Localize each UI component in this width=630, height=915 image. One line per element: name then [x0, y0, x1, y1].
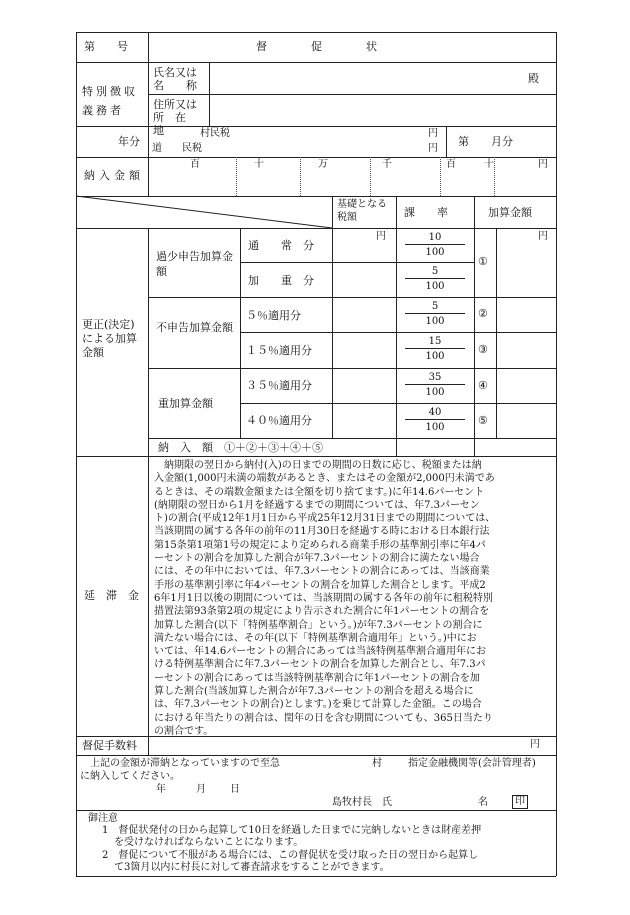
digit-unit: 百 [190, 159, 200, 170]
circled-mark: ④ [478, 379, 488, 392]
rate-fraction: $\frac{40}{100}$ [405, 407, 465, 433]
form-title: 督 促 状 [256, 40, 377, 53]
caution-title: 御注意 [88, 813, 118, 824]
caution-item: を受けなければならないことになります。 [114, 837, 304, 848]
rate-fraction: $\frac{10}{100}$ [405, 232, 465, 258]
heavy-addition-label: 重加算金額 [158, 397, 213, 410]
notice-month: 月 [196, 784, 206, 795]
delinquency-text-line: ーセントの割合を加算した割合が年7.3パーセントの割合に満たない場合 [154, 553, 480, 565]
notice-agency: 指定金融機関等(会計管理者) [408, 758, 536, 769]
notice-line2: に納入してください。 [80, 771, 180, 782]
delinquency-text-line: の割合です。 [154, 725, 214, 737]
non-filing-label: 不申告加算金額 [156, 321, 233, 334]
seal-mark: 印 [512, 795, 528, 809]
penalty-section-label: 更正(決定)による加算金額 [82, 318, 137, 359]
delinquency-text-line: 6年1月1日以後の期間については、当該期間の属する各年の前年に租税特別 [154, 592, 493, 604]
delinquency-text-line: は、年7.3パーセントの割合)とします。)を乗じて計算した金額。この場合 [154, 699, 482, 711]
delinquency-text-line: 入金額(1,000円未満の端数があるとき、またはその金額が2,000円未満であ [154, 473, 495, 485]
digit-unit: 円 [538, 159, 548, 170]
delinquency-text-line: における年当たりの割合は、閏年の日を含む期間についても、365日当たり [154, 712, 493, 724]
digit-unit: 十 [484, 159, 494, 170]
rate-fraction: $\frac{15}{100}$ [405, 336, 465, 362]
caution-item: 1 督促状発付の日から起算して10日を経過した日までに完納しないときは財産差押 [102, 825, 482, 836]
delinquency-text-line: 納期限の翌日から納付(入)の日までの期間の日数に応じ、税額または納 [154, 460, 482, 471]
payment-amount-label: 納入金額 [84, 169, 144, 182]
circled-mark: ③ [478, 343, 488, 356]
rate-header: 課 率 [404, 206, 448, 219]
prefecture-tax: 道 民税 [152, 143, 202, 154]
month-label: 第 月分 [458, 135, 513, 148]
fee-label: 督促手数料 [82, 739, 137, 752]
yen-label: 円 [428, 143, 438, 154]
delinquency-label: 延 滞 金 [84, 589, 139, 602]
thirtyfive-percent-portion: ３５％適用分 [246, 379, 312, 392]
delinquency-text [154, 459, 552, 738]
rate-fraction: $\frac{5}{100}$ [405, 301, 465, 327]
circled-mark: ⑤ [478, 414, 488, 427]
caution-item: て3箇月以内に村長に対して審査請求をすることができます。 [114, 862, 390, 873]
delinquency-text-line: 措置法第93条第2項の規定により告示された割合に年1パーセントの割合を [154, 606, 490, 618]
heavy-portion: 加 重 分 [248, 274, 314, 287]
digit-unit: 万 [318, 159, 328, 170]
addition-header: 加算金額 [488, 206, 532, 219]
delinquency-text-line: 算した割合(当該加算した割合が年7.3パーセントの割合を超える場合に [154, 686, 474, 698]
notice-day: 日 [230, 784, 240, 795]
mayor-name: 島牧村長 氏 [332, 797, 392, 808]
notice-village: 村 [372, 758, 382, 769]
circled-mark: ② [478, 307, 488, 320]
notice-year: 年 [156, 784, 166, 795]
circled-mark: ① [478, 255, 488, 268]
delinquency-text-line: 手形の基準割引率に年4パーセントの割合を加算した割合とします。平成2 [154, 579, 486, 591]
rate-fraction: $\frac{35}{100}$ [405, 372, 465, 398]
name-suffix: 名 [478, 797, 488, 808]
base-tax-header: 基礎となる税額 [337, 199, 387, 223]
delinquency-text-line: 加算した割合(以下「特例基準割合」という。)が年7.3パーセントの割合に [154, 619, 483, 631]
yen-label: 円 [376, 231, 386, 242]
normal-portion: 通 常 分 [248, 239, 314, 252]
yen-label: 円 [538, 231, 548, 242]
five-percent-portion: ５％適用分 [246, 309, 301, 322]
address-label: 住所又は所 在 地 [153, 98, 197, 137]
delinquency-text-line: 第15条第1項第1号の規定により定められる商業手形の基準割引率に年4パ [154, 539, 486, 551]
delinquency-text-line: いては、年14.6パーセントの割合にあっては当該特例基準割合適用年にお [154, 646, 486, 658]
notice-line1: 上記の金額が滞納となっていますので至急 [90, 758, 280, 769]
delinquency-text-line: ーセントの割合にあっては当該特例基準割合に年1パーセントの割合を加 [154, 672, 480, 684]
delinquency-text-line: 当該期間の属する各年の前年の11月30日を経過する時における日本銀行法 [154, 526, 490, 538]
delinquency-text-line: ける特例基準割合に年7.3パーセントの割合を加算した割合とし、年7.3パ [154, 659, 486, 671]
delinquency-text-line: には、その年中においては、年7.3パーセントの割合にあっては、当該商業 [154, 566, 490, 578]
obligor-label: 特別徴収義務者 [82, 85, 138, 117]
village-tax: 村民税 [200, 128, 230, 139]
rate-fraction: $\frac{5}{100}$ [405, 266, 465, 292]
delinquency-text-line: 満たない場合には、その年(以下「特例基準割合適用年」という。)中にお [154, 632, 477, 644]
digit-unit: 十 [254, 159, 264, 170]
name-label: 氏名又は名 称 [153, 66, 197, 92]
yen-label: 円 [530, 739, 540, 750]
caution-item: 2 督促について不服がある場合には、この督促状を受け取った日の翌日から起算し [102, 850, 479, 861]
number-label: 第 号 [84, 40, 128, 53]
honorific: 殿 [528, 72, 539, 85]
digit-unit: 百 [446, 159, 456, 170]
fifteen-percent-portion: １５％適用分 [246, 344, 312, 357]
delinquency-text-line: るときは、その端数金額または全額を切り捨てます。)に年14.6パーセント [154, 486, 485, 498]
delinquency-text-line: (納期限の翌日から1月を経過するまでの期間については、年7.3パーセン [154, 499, 480, 511]
digit-unit: 千 [382, 159, 392, 170]
under-filing-label: 過少申告加算金額 [156, 250, 233, 278]
total-payment-label: 納 入 額 ①＋②＋③＋④＋⑤ [158, 441, 323, 454]
delinquency-text-line: ト)の割合(平成12年1月1日から平成25年12月31日までの期間については、 [154, 513, 496, 525]
forty-percent-portion: ４０％適用分 [246, 414, 312, 427]
year-label: 年分 [118, 135, 140, 148]
yen-label: 円 [428, 128, 438, 139]
